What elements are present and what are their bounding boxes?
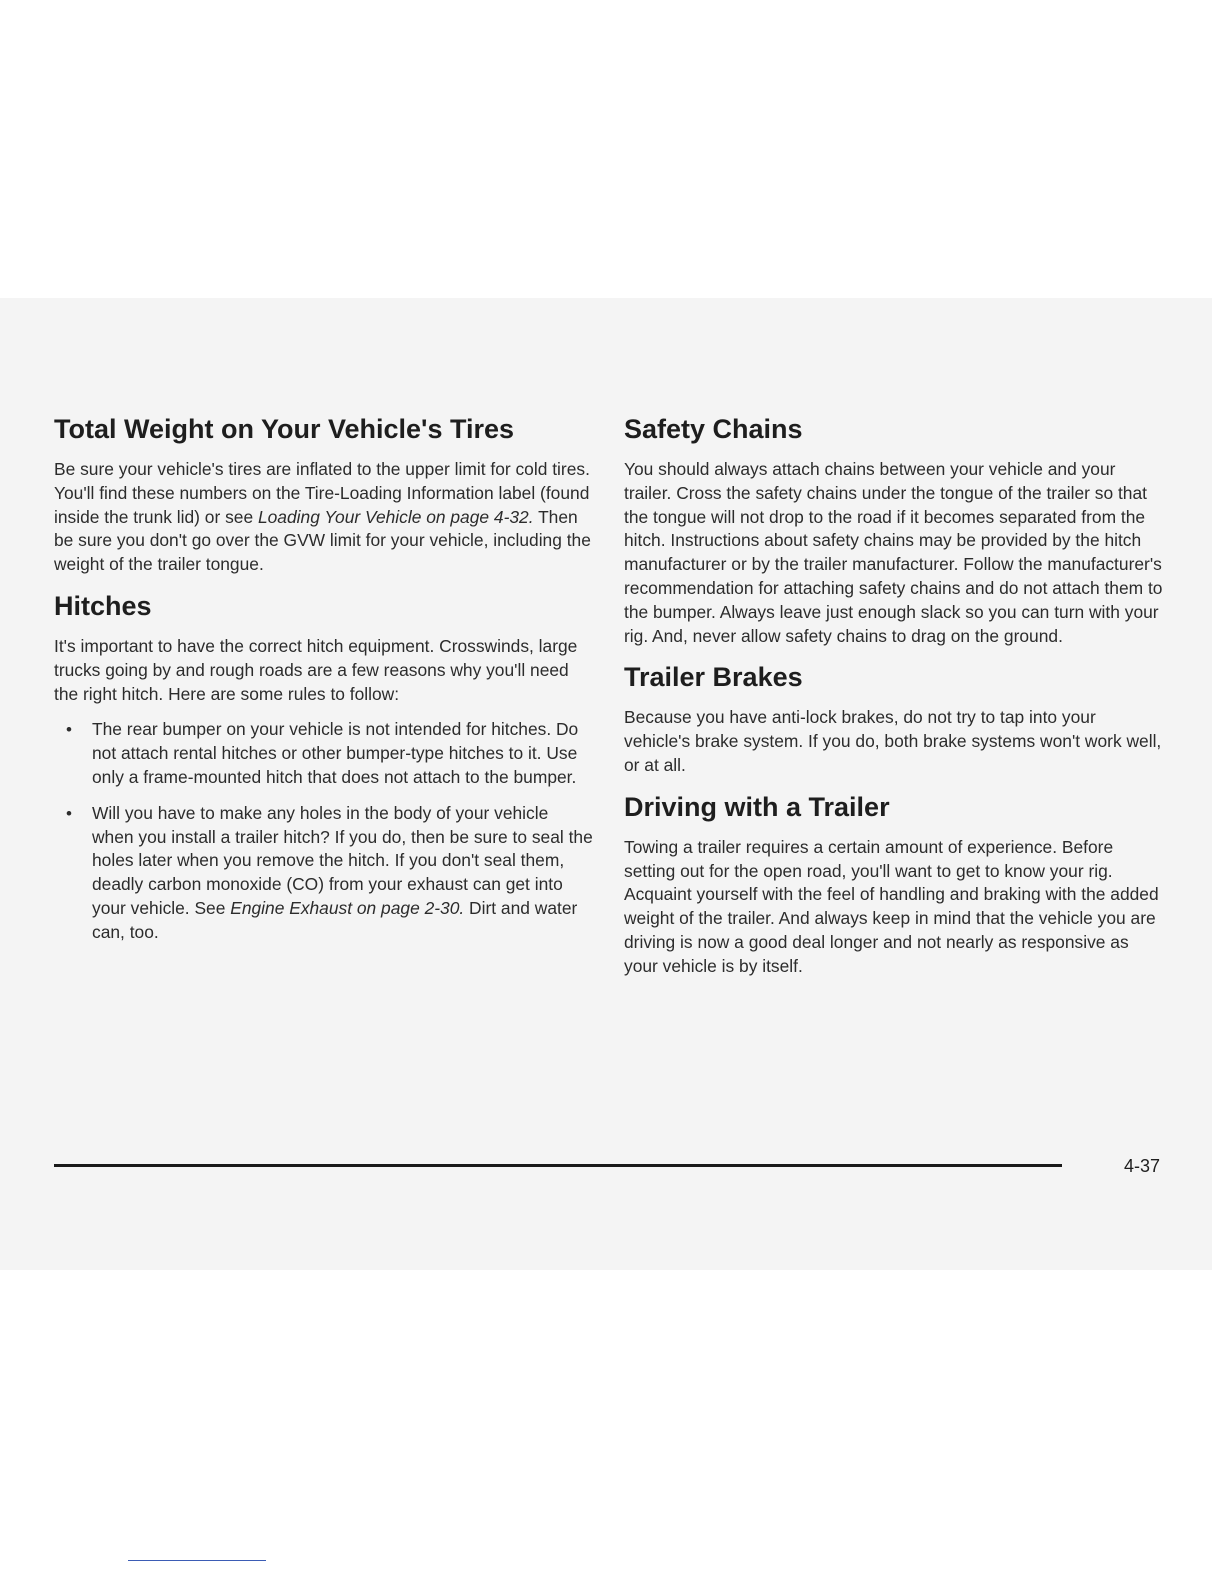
bullet-icon: •: [66, 803, 72, 823]
bullet-icon: •: [66, 720, 72, 740]
loading-vehicle-reference: Loading Your Vehicle on page 4-32.: [257, 506, 534, 527]
heading-driving-with-trailer: Driving with a Trailer: [624, 791, 890, 822]
total-weight-paragraph: [54, 458, 594, 577]
trailer-brakes-paragraph: Because you have anti-lock brakes, do not try to tap into your vehicle's brake system. If you do, both brake systems won't work well, or at all.: [624, 707, 1162, 775]
bullet-text: The rear bumper on your vehicle is not intended for hitches. Do not attach rental hitches or other bumper-type hitches to it. Use only a frame-mounted hitch that does not attach to the bumper.: [92, 719, 579, 787]
left-column: [54, 410, 594, 957]
heading-hitches: Hitches: [54, 590, 152, 621]
heading-trailer-brakes: Trailer Brakes: [624, 662, 803, 693]
footer-divider: [54, 1164, 1062, 1167]
bullet-text-2: Dirt and water can, too.: [92, 897, 578, 942]
bullet-text-1: Will you have to make any holes in the body of your vehicle when you install a trailer hitch? If you do, then be sure to seal the holes later when you remove the hitch. If you don't seal them, deadly carbon monoxide (CO) from your exhaust can get into your vehicle. See: [92, 802, 593, 918]
total-weight-text-1: Be sure your vehicle's tires are inflated to the upper limit for cold tires. You'll find these numbers on the Tire-Loading Information label (found inside the trunk lid) or see: [54, 459, 590, 527]
right-column: [624, 410, 1164, 979]
heading-safety-chains: Safety Chains: [624, 414, 803, 444]
bottom-divider: [128, 1560, 266, 1561]
page-number: 4-37: [1123, 1156, 1160, 1176]
list-item: [54, 718, 594, 789]
total-weight-text-2: Then be sure you don't go over the GVW limit for your vehicle, including the weight of the trailer tongue.: [54, 506, 591, 575]
driving-paragraph: Towing a trailer requires a certain amount of experience. Before setting out for the open road, you'll want to get to know your rig. Acquaint yourself with the feel of handling and braking with the added weight of the trailer. And always keep in mind that the vehicle you are driving is now a good deal longer and not nearly as responsive as your vehicle is by itself.: [624, 836, 1159, 976]
heading-total-weight: Total Weight on Your Vehicle's Tires: [54, 414, 515, 444]
hitch-rules-list: [54, 718, 594, 944]
list-item: [54, 802, 594, 945]
hitches-intro: It's important to have the correct hitch equipment. Crosswinds, large trucks going by and rough roads are a few reasons why you'll need the right hitch. Here are some rules to follow:: [54, 635, 578, 704]
engine-exhaust-reference: Engine Exhaust on page 2-30.: [230, 897, 465, 918]
safety-chains-paragraph: You should always attach chains between your vehicle and your trailer. Cross the safety chains under the tongue of the trailer so that the tongue will not drop to the road if it becomes separated from the hitch. Instructions about safety chains may be provided by the hitch manufacturer or by the trailer manufacturer. Follow the manufacturer's recommendation for attaching safety chains and do not attach them to the bumper. Always leave just enough slack so you can turn with your rig. And, never allow safety chains to drag on the ground.: [624, 459, 1163, 646]
